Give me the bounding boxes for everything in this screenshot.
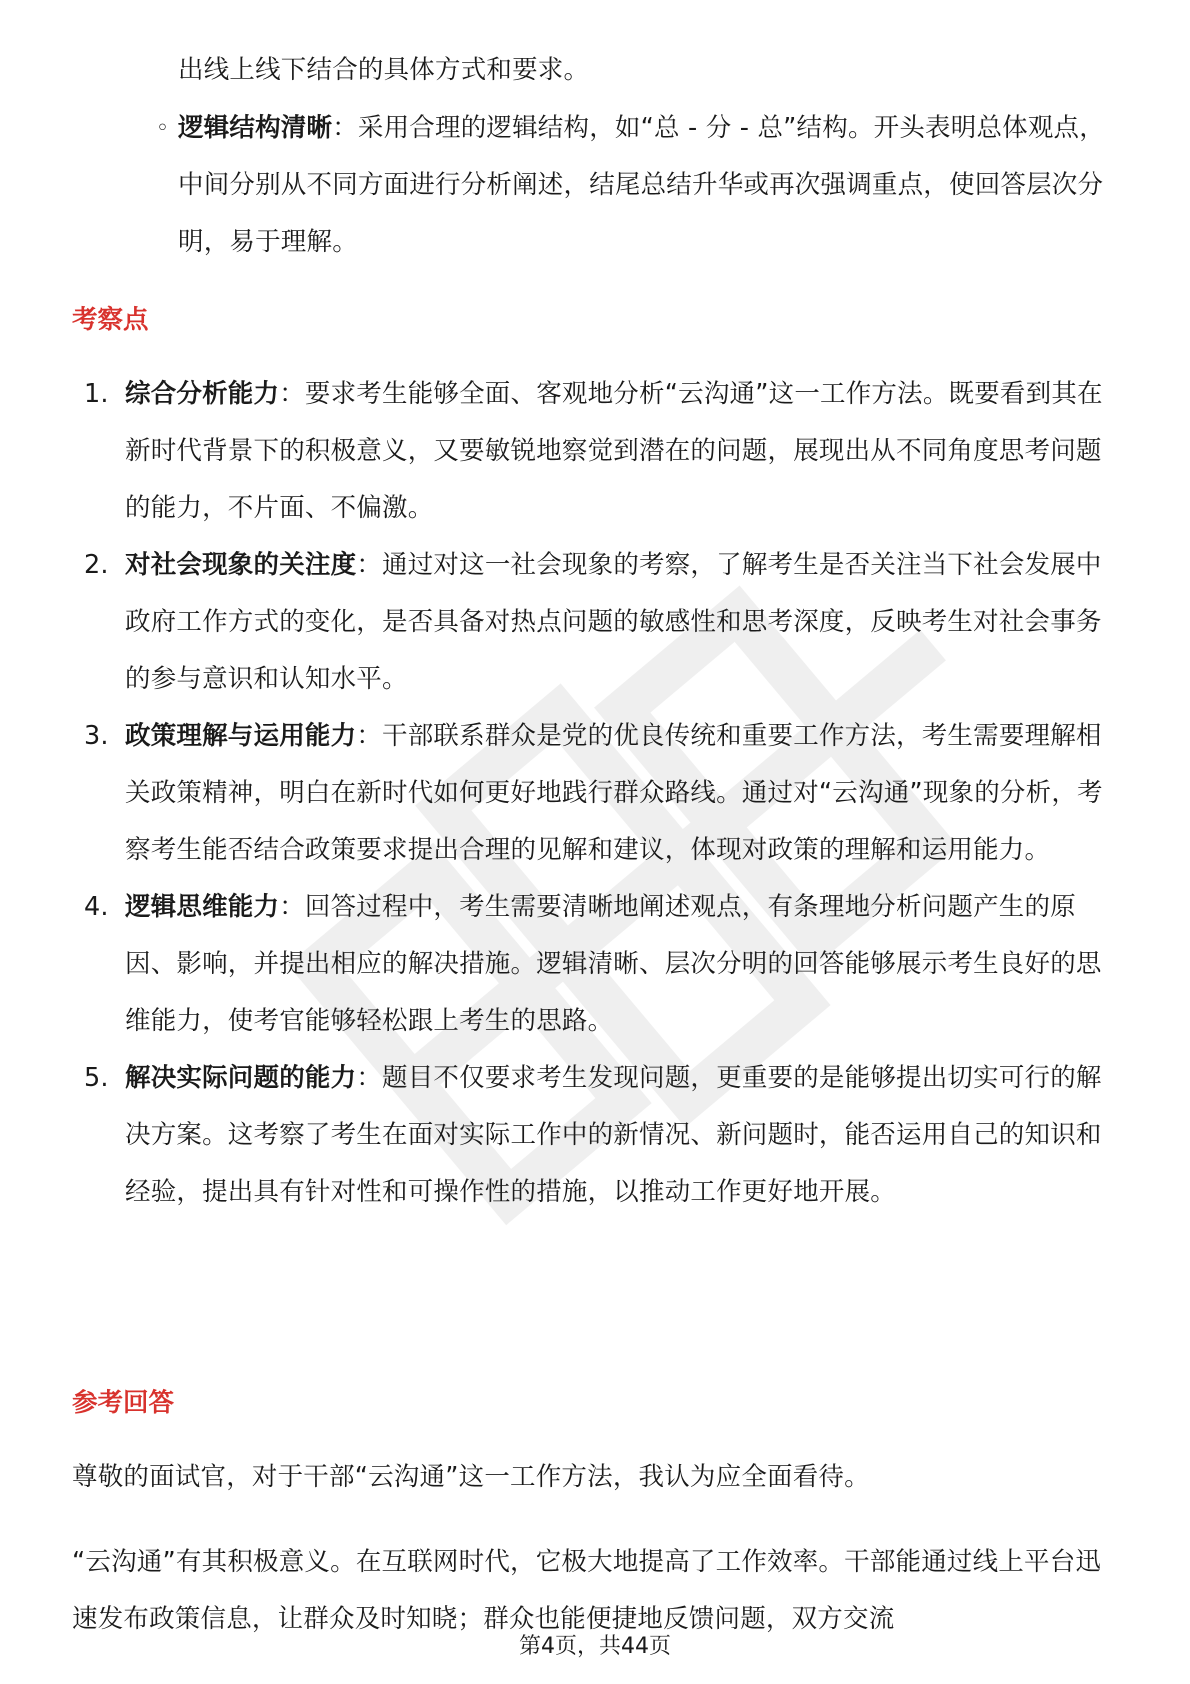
continuation-text: 出线上线下结合的具体方式和要求。 [178, 55, 590, 85]
list-item [72, 537, 1122, 708]
list-number: 1. [84, 379, 109, 409]
answer-paragraph: “云沟通”有其积极意义。在互联网时代，它极大地提高了工作效率。干部能通过线上平台迅速发布政策信息，让群众及时知晓；群众也能便捷地反馈问题，双方交流 [72, 1547, 1102, 1634]
list-item [72, 708, 1122, 879]
list-item-body: ：通过对这一社会现象的考察，了解考生是否关注当下社会发展中政府工作方式的变化，是否具备对热点问题的敏感性和思考深度，反映考生对社会事务的参与意识和认知水平。 [125, 550, 1102, 694]
list-item-title: 解决实际问题的能力 [125, 1063, 357, 1093]
points-list [72, 366, 1122, 1221]
list-item [72, 1050, 1122, 1221]
list-number: 3. [84, 721, 109, 751]
list-item-title: 综合分析能力 [125, 379, 280, 409]
list-number: 2. [84, 550, 109, 580]
list-number: 5. [84, 1063, 109, 1093]
answer-paragraph: 尊敬的面试官，对于干部“云沟通”这一工作方法，我认为应全面看待。 [72, 1462, 870, 1492]
section-heading-points: 考察点 [72, 305, 149, 335]
list-item [72, 366, 1122, 537]
sub-bullet-title: 逻辑结构清晰 [178, 113, 333, 143]
section-heading-answer: 参考回答 [72, 1388, 175, 1418]
list-number: 4. [84, 892, 109, 922]
list-item-title: 政策理解与运用能力 [125, 721, 357, 751]
page-footer: 第4页，共44页 [519, 1634, 671, 1659]
list-item-body: ：干部联系群众是党的优良传统和重要工作方法，考生需要理解相关政策精神，明白在新时代如何更好地践行群众路线。通过对“云沟通”现象的分析，考察考生能否结合政策要求提出合理的见解和建议，体现对政策的理解和运用能力。 [125, 721, 1103, 865]
circle-bullet-icon: ◦ [156, 116, 170, 141]
list-item-title: 逻辑思维能力 [125, 892, 280, 922]
sub-bullet-body: ：采用合理的逻辑结构，如“总 - 分 - 总”结构。开头表明总体观点，中间分别从不同方面进行分析阐述，结尾总结升华或再次强调重点，使回答层次分明，易于理解。 [178, 113, 1105, 257]
list-item-body: ：要求考生能够全面、客观地分析“云沟通”这一工作方法。既要看到其在新时代背景下的积极意义，又要敏锐地察觉到潜在的问题，展现出从不同角度思考问题的能力，不片面、不偏激。 [125, 379, 1103, 523]
sub-bullet-item [156, 100, 1128, 271]
list-item-body: ：题目不仅要求考生发现问题，更重要的是能够提出切实可行的解决方案。这考察了考生在面对实际工作中的新情况、新问题时，能否运用自己的知识和经验，提出具有针对性和可操作性的措施，以推动工作更好地开展。 [125, 1063, 1102, 1207]
list-item-body: ：回答过程中，考生需要清晰地阐述观点，有条理地分析问题产生的原因、影响，并提出相应的解决措施。逻辑清晰、层次分明的回答能够展示考生良好的思维能力，使考官能够轻松跟上考生的思路。 [125, 892, 1102, 1036]
list-item-title: 对社会现象的关注度 [125, 550, 357, 580]
list-item [72, 879, 1122, 1050]
